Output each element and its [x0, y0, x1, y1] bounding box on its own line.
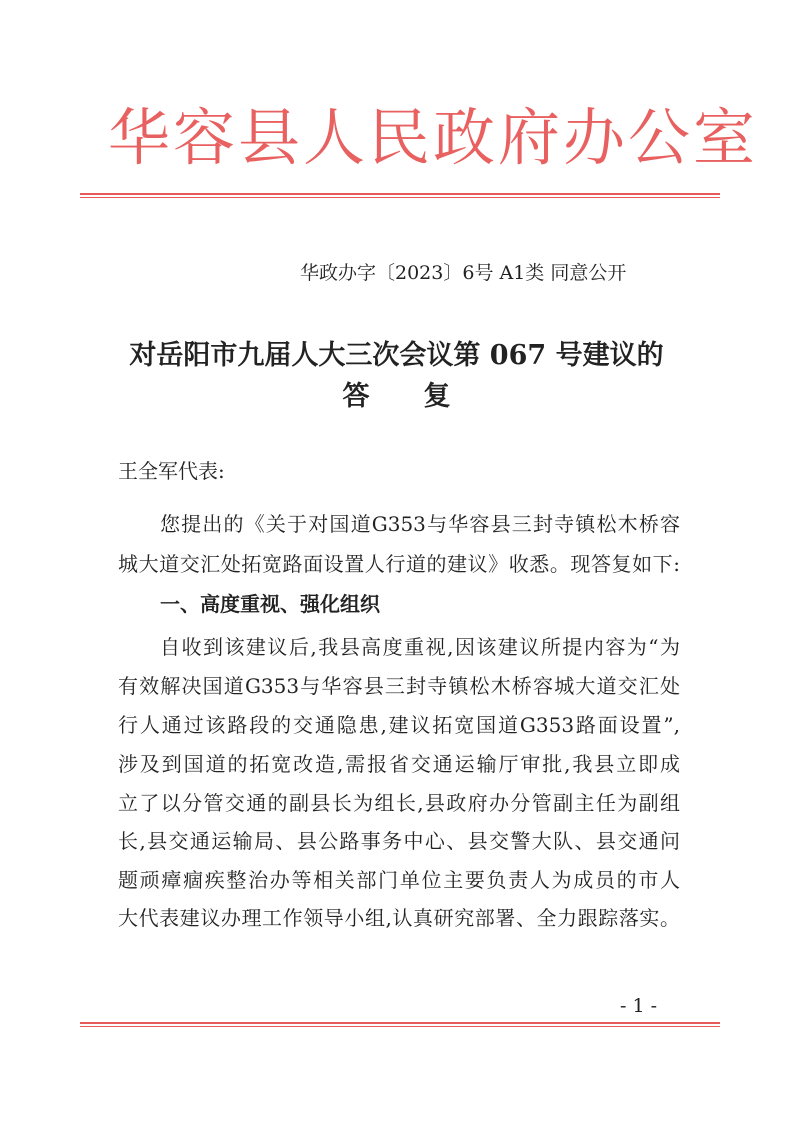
title-line-1: 对岳阳市九届人大三次会议第 067 号建议的 — [129, 340, 664, 371]
body-line: 长,县交通运输局、县公路事务中心、县交警大队、县交通问 — [118, 829, 680, 853]
header-divider-thin — [80, 197, 720, 198]
body-line: 有效解决国道G353与华容县三封寺镇松木桥容城大道交汇处 — [118, 674, 680, 698]
body-line: 涉及到国道的拓宽改造,需报省交通运输厅审批,我县立即成 — [118, 752, 680, 776]
page-number: - 1 - — [620, 995, 658, 1017]
body-line: 大代表建议办理工作领导小组,认真研究部署、全力跟踪落实。 — [118, 906, 680, 930]
body-line: 自收到该建议后,我县高度重视,因该建议所提内容为“为 — [160, 635, 680, 659]
salutation: 王全军代表: — [118, 459, 225, 483]
body-line: 题顽瘴痼疾整治办等相关部门单位主要负责人为成员的市人 — [118, 868, 680, 892]
footer-divider — [80, 1022, 720, 1024]
document-number: 华政办字〔2023〕6号 A1类 同意公开 — [300, 262, 627, 284]
header-divider — [80, 193, 720, 195]
body-line: 行人通过该路段的交通隐患,建议拓宽国道G353路面设置”, — [118, 713, 680, 737]
masthead: 华容县人民政府办公室 — [108, 101, 759, 174]
body-line: 城大道交汇处拓宽路面设置人行道的建议》收悉。现答复如下: — [118, 552, 680, 576]
title-line-2: 答 复 — [342, 381, 451, 412]
body-line: 立了以分管交通的副县长为组长,县政府办分管副主任为副组 — [118, 791, 680, 815]
footer-divider-thin — [80, 1026, 720, 1027]
body-line: 您提出的《关于对国道G353与华容县三封寺镇松木桥容 — [160, 512, 680, 536]
section-heading: 一、高度重视、强化组织 — [160, 592, 380, 616]
